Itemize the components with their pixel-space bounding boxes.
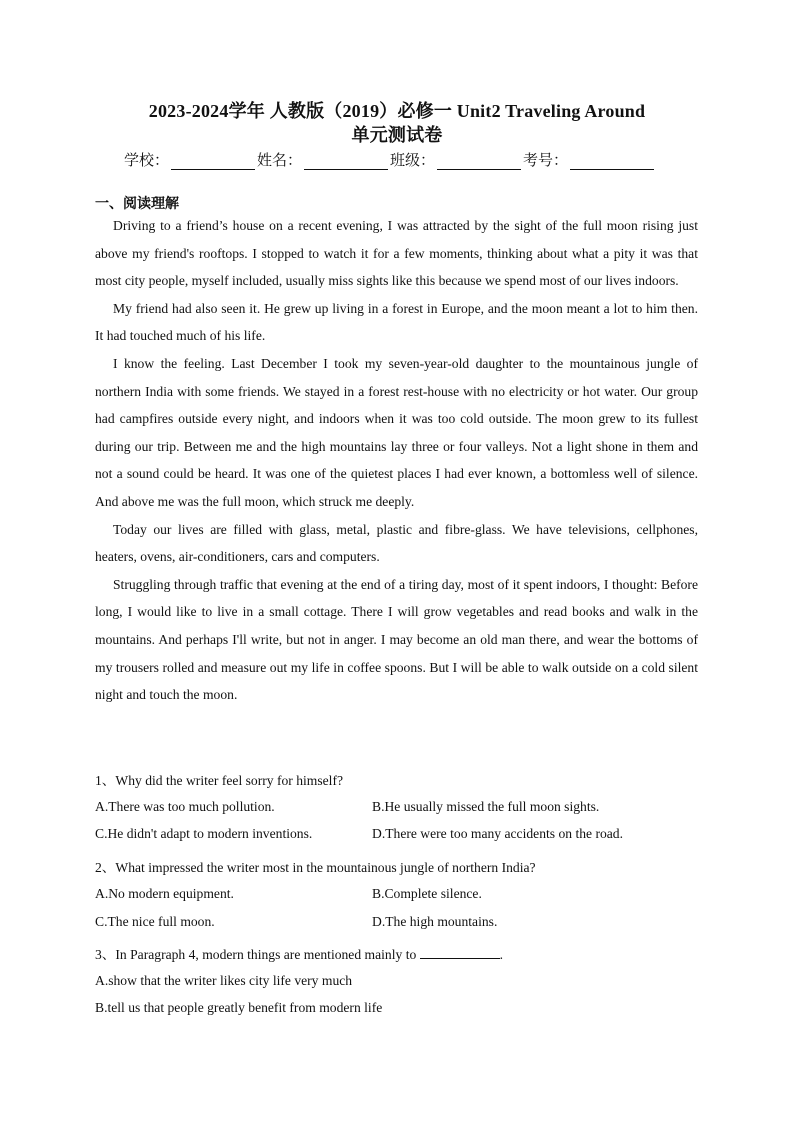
school-blank[interactable] [171,154,255,170]
paragraph-2: My friend had also seen it. He grew up living in a forest in Europe, and the moon meant a lot to him then. It had touched much of his life. [95,300,698,344]
question-3-stem-text: 3、In Paragraph 4, modern things are mentioned mainly to [95,947,420,962]
exam-number-label: 考号： [523,153,569,169]
question-3-stem [95,943,503,963]
paragraph-4: Today our lives are filled with glass, metal, plastic and fibre-glass. We have televisions, cellphones, heaters, ovens, air-conditioners, cars and computers. [95,521,698,565]
paragraph-1: Driving to a friend’s house on a recent evening, I was attracted by the sight of the full moon rising just above my friend's rooftops. I stopped to watch it for a few moments, thinking about what a pity it was that most city people, myself included, usually miss sights like this because we spend most of our lives indoors. [95,218,698,289]
question-1-option-c[interactable]: C.He didn't adapt to modern inventions. [95,826,313,841]
exam-title-line1: 2023-2024学年 人教版（2019）必修一 Unit2 Traveling Around [148,101,646,121]
student-info-row [124,149,656,170]
question-3-option-b[interactable]: B.tell us that people greatly benefit from modern life [95,1000,383,1015]
question-2-option-a[interactable]: A.No modern equipment. [95,886,234,901]
section-title: 一、阅读理解 [95,197,179,212]
paragraph-3: I know the feeling. Last December I took my seven-year-old daughter to the mountainous jungle of northern India with some friends. We stayed in a forest rest-house with no electricity or hot water. Our group had campfires outside every night, and indoors when it was too cold outside. The moon grew to its fullest during our trip. Between me and the high mountains lay three or four valleys. Not a light shone in them and not a sound could be heard. It was one of the quietest places I had ever known, a bottomless well of silence. And above me was the full moon, which struck me deeply. [95,355,698,509]
question-1-option-a[interactable]: A.There was too much pollution. [95,799,275,814]
question-3-stem-end: . [499,947,504,962]
question-2-option-d[interactable]: D.The high mountains. [372,914,498,929]
class-label: 班级： [390,153,436,169]
question-1-stem: 1、Why did the writer feel sorry for himself? [95,773,344,788]
question-2-option-b[interactable]: B.Complete silence. [372,886,482,901]
question-2-option-c[interactable]: C.The nice full moon. [95,914,215,929]
school-label: 学校： [124,153,170,169]
name-blank[interactable] [304,154,388,170]
question-1-option-b[interactable]: B.He usually missed the full moon sights. [372,799,600,814]
exam-number-blank[interactable] [570,154,654,170]
reading-passage [95,212,698,709]
question-2-stem: 2、What impressed the writer most in the mountainous jungle of northern India? [95,860,536,875]
question-3-option-a[interactable]: A.show that the writer likes city life very much [95,973,353,988]
class-blank[interactable] [437,154,521,170]
name-label: 姓名： [257,153,303,169]
question-3-answer-blank[interactable] [420,946,500,959]
paragraph-5: Struggling through traffic that evening at the end of a tiring day, most of it spent indoors, I thought: Before long, I would like to live in a small cottage. There I will grow vegetables and read books and walk in the mountains. And perhaps I'll write, but not in anger. I may become an old man there, and wear the bottoms of my trousers rolled and measure out my life in coffee spoons. But I will be able to walk outside on a cold silent night and touch the moon. [95,576,698,703]
exam-title-line2: 单元测试卷 [351,125,443,145]
question-1-option-d[interactable]: D.There were too many accidents on the road. [372,826,624,841]
